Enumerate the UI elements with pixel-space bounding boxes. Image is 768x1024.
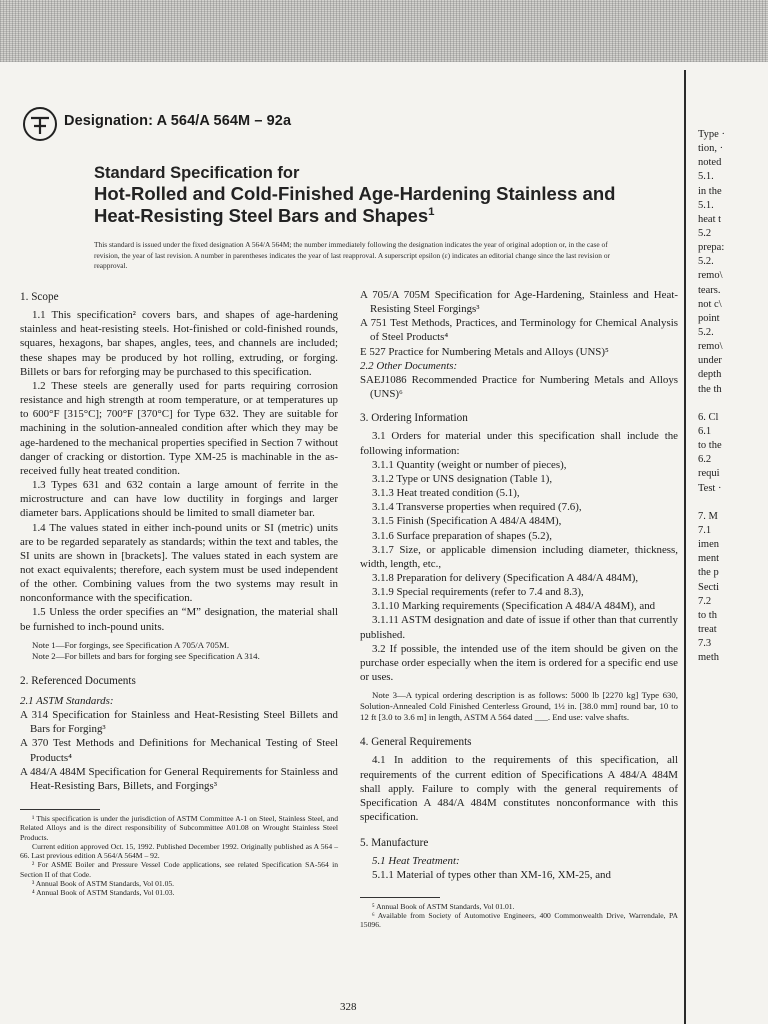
ref-e527: E 527 Practice for Numbering Metals and Alloys (UNS)⁵ (360, 345, 609, 358)
margin-fragment: remo\ (698, 341, 723, 353)
designation: Designation: A 564/A 564M – 92a (64, 113, 292, 129)
margin-fragment (698, 397, 768, 411)
para-3-2: 3.2 If possible, the intended use of the item should be given on the purchase order especially when the item is ordered for a specific end use or uses. (360, 642, 678, 684)
margin-fragment: heat t (698, 213, 722, 225)
margin-fragment: 7.3 (698, 638, 712, 650)
para-3-1-2: 3.1.2 Type or UNS designation (Table 1), (372, 472, 553, 485)
margin-fragment: in the (698, 185, 722, 197)
footnote-1: ¹ This specification is under the jurisdiction of ASTM Committee A-1 on Steel, Stainless Steel, and Related Alloys and is the direct responsibility of Subcommittee A01.08 on Wrought Stainless Steel Products. (20, 814, 338, 842)
margin-fragment: Test · (698, 482, 722, 494)
note-3: Note 3—A typical ordering description is as follows: 5000 lb [2270 kg] Type 630, Solution-Annealed Cold Finished Centerless Ground, 1½ in. [38.0 mm] round bar, 10 to 12 ft [3.0 to 3.6 m] in length, ASTM A 564 dated ___. End use: valve shafts. (360, 690, 678, 723)
margin-fragment: 5.1. (698, 171, 714, 183)
para-3-1-9: 3.1.9 Special requirements (refer to 7.4 and 8.3), (372, 586, 584, 599)
margin-fragment: remo\ (698, 270, 723, 282)
footnote-4: ⁴ Annual Book of ASTM Standards, Vol 01.03. (32, 888, 175, 898)
para-1-1: 1.1 This specification² covers bars, and shapes of age-hardening stainless and heat-resisting steels. Hot-finished or cold-finished rounds, squares, hexagons, bar shapes, angles, tees, and channels are included; these shapes may be produced by hot rolling, extruding, or forging. Billets or bars for reforging may be purchased to this specification. (20, 309, 338, 378)
ref-a484: A 484/A 484M Specification for General Requirements for Stainless and Heat-Resisting Bars, Billets, and Forgings³ (20, 765, 338, 792)
right-column (360, 288, 678, 930)
margin-fragment: 6.1 (698, 425, 712, 437)
para-1-5: 1.5 Unless the order specifies an “M” designation, the material shall be furnished to inch-pound units. (20, 606, 338, 633)
margin-fragment (698, 496, 768, 510)
ref-a751: A 751 Test Methods, Practices, and Terminology for Chemical Analysis of Steel Products⁴ (360, 317, 678, 344)
margin-fragment: 6.2 (698, 454, 712, 466)
next-page-margin (698, 128, 768, 665)
margin-fragment: under (698, 355, 722, 367)
scanned-noise-band (0, 0, 768, 62)
margin-fragment: treat (698, 623, 717, 635)
title-block (94, 163, 664, 227)
subsection-2-1: 2.1 ASTM Standards: (20, 694, 114, 707)
margin-fragment: 5.2 (698, 227, 712, 239)
margin-fragment: 7.2 (698, 595, 712, 607)
footnote-6: ⁶ Available from Society of Automotive Engineers, 400 Commonwealth Drive, Warrendale, PA 15096. (360, 910, 678, 930)
margin-fragment: tion, · (698, 143, 724, 155)
margin-fragment: to the (698, 440, 722, 452)
para-3-1-11: 3.1.11 ASTM designation and date of issue if other than that currently published. (360, 614, 678, 641)
margin-fragment: 5.2. (698, 326, 714, 338)
ref-sae: SAEJ1086 Recommended Practice for Numbering Metals and Alloys (UNS)⁶ (360, 373, 678, 401)
left-column (20, 290, 338, 898)
margin-fragment: ment (698, 553, 719, 565)
margin-fragment: depth (698, 369, 722, 381)
page-edge-line (684, 70, 686, 1024)
margin-fragment: point (698, 312, 720, 324)
para-3-1-5: 3.1.5 Finish (Specification A 484/A 484M), (372, 515, 562, 528)
title-line-3-text: Heat-Resisting Steel Bars and Shapes (94, 205, 429, 226)
margin-fragment: 7. M (698, 510, 718, 522)
note-2: Note 2—For billets and bars for forging see Specification A 314. (32, 650, 260, 661)
section-5-heading: 5. Manufacture (360, 837, 429, 850)
astm-logo (22, 106, 58, 142)
margin-fragment: tears. (698, 284, 721, 296)
para-1-2: 1.2 These steels are generally used for parts requiring corrosion resistance and high strength at room temperature, or at temperatures up to 600°F [315°C]; 700°F [370°C] for Type 632. They are suitable for machining in the solution-annealed condition after which they may be age-hardened to the mechanical properties specified in Section 7 without danger of cracking or distortion. Type XM-25 is machinable in the as-received fully heat treated condition. (20, 379, 338, 477)
note-1: Note 1—For forgings, see Specification A 705/A 705M. (32, 639, 230, 650)
margin-fragment: 7.1 (698, 524, 712, 536)
para-3-1-1: 3.1.1 Quantity (weight or number of pieces), (372, 458, 567, 471)
title-footnote-mark: 1 (428, 205, 435, 218)
margin-fragment: Type · (698, 129, 725, 140)
footnote-1b: Current edition approved Oct. 15, 1992. Published December 1992. Originally published as A 564 – 66. Last previous edition A 564/A 564M – 92. (20, 841, 338, 861)
margin-fragment: Secti (698, 581, 719, 593)
margin-fragment: not c\ (698, 298, 722, 310)
para-5-1-1: 5.1.1 Material of types other than XM-16, XM-25, and (372, 869, 611, 882)
margin-fragment: the th (698, 383, 722, 395)
para-3-1-7: 3.1.7 Size, or applicable dimension including diameter, thickness, width, length, etc., (360, 543, 678, 570)
margin-fragment: prepa: (698, 242, 725, 254)
margin-fragment: 5.2. (698, 256, 714, 268)
para-3-1-4: 3.1.4 Transverse properties when required (7.6), (372, 501, 582, 514)
para-1-4: 1.4 The values stated in either inch-pound units or SI (metric) units are to be regarded separately as standards; within the text and tables, the SI units are shown in [brackets]. The values stated in each system are not exact equivalents; therefore, each system must be used independent of the other. Combining values from the two systems may result in nonconformance with the specification. (20, 521, 338, 605)
para-3-1: 3.1 Orders for material under this specification shall include the following information: (360, 430, 678, 457)
section-2-heading: 2. Referenced Documents (20, 674, 136, 687)
ref-a314: A 314 Specification for Stainless and Heat-Resisting Steel Billets and Bars for Forging³ (20, 709, 338, 736)
subsection-2-2: 2.2 Other Documents: (360, 359, 458, 372)
intro-paragraph: This standard is issued under the fixed designation A 564/A 564M; the number immediately following the designation indicates the year of original adoption or, in the case of revision, the year of last revision. A number in parentheses indicates the year of last reapproval. A superscript epsilon (ε) indicates an editorial change since the last revision or reapproval. (94, 240, 610, 271)
ref-a705: A 705/A 705M Specification for Age-Hardening, Stainless and Heat-Resisting Steel Forgings³ (360, 289, 678, 316)
margin-fragment: 5.1. (698, 199, 714, 211)
title-line-3 (94, 205, 664, 227)
para-3-1-8: 3.1.8 Preparation for delivery (Specification A 484/A 484M), (372, 571, 639, 584)
page-number: 328 (340, 1001, 357, 1013)
footnote-5: ⁵ Annual Book of ASTM Standards, Vol 01.01. (372, 901, 515, 911)
footnote-2: ² For ASME Boiler and Pressure Vessel Code applications, see related Specification SA-564 in Section II of that Code. (20, 860, 338, 879)
margin-fragment: meth (698, 652, 719, 664)
margin-fragment: 6. Cl (698, 411, 719, 423)
para-1-3: 1.3 Types 631 and 632 contain a large amount of ferrite in the microstructure and can have low ductility in forgings and larger diameter bars. Applications should be limited to small diameter bar. (20, 479, 338, 520)
para-3-1-6: 3.1.6 Surface preparation of shapes (5.2), (372, 529, 552, 542)
para-3-1-3: 3.1.3 Heat treated condition (5.1), (372, 487, 520, 500)
section-4-heading: 4. General Requirements (360, 736, 472, 749)
title-line-1: Standard Specification for (94, 164, 300, 182)
title-line-2: Hot-Rolled and Cold-Finished Age-Hardening Stainless and (94, 183, 616, 204)
subsection-5-1: 5.1 Heat Treatment: (372, 855, 460, 868)
margin-fragment: imen (698, 539, 719, 551)
section-1-heading: 1. Scope (20, 291, 59, 303)
margin-fragment: the p (698, 567, 719, 579)
footnote-rule (20, 809, 100, 810)
ref-a370: A 370 Test Methods and Definitions for Mechanical Testing of Steel Products⁴ (20, 737, 338, 764)
margin-fragment: requi (698, 468, 720, 480)
footnote-3: ³ Annual Book of ASTM Standards, Vol 01.05. (32, 879, 175, 889)
footnote-rule-right (360, 897, 440, 898)
margin-fragment: to th (698, 609, 717, 621)
margin-fragment: noted (698, 157, 722, 169)
para-4-1: 4.1 In addition to the requirements of this specification, all requirements of the current edition of Specifications A 484/A 484M shall apply. Failure to comply with the general requirements of Specification A 484/A 484M constitutes nonconformance with this specification. (360, 754, 678, 823)
para-3-1-10: 3.1.10 Marking requirements (Specification A 484/A 484M), and (372, 600, 656, 613)
section-3-heading: 3. Ordering Information (360, 412, 468, 425)
